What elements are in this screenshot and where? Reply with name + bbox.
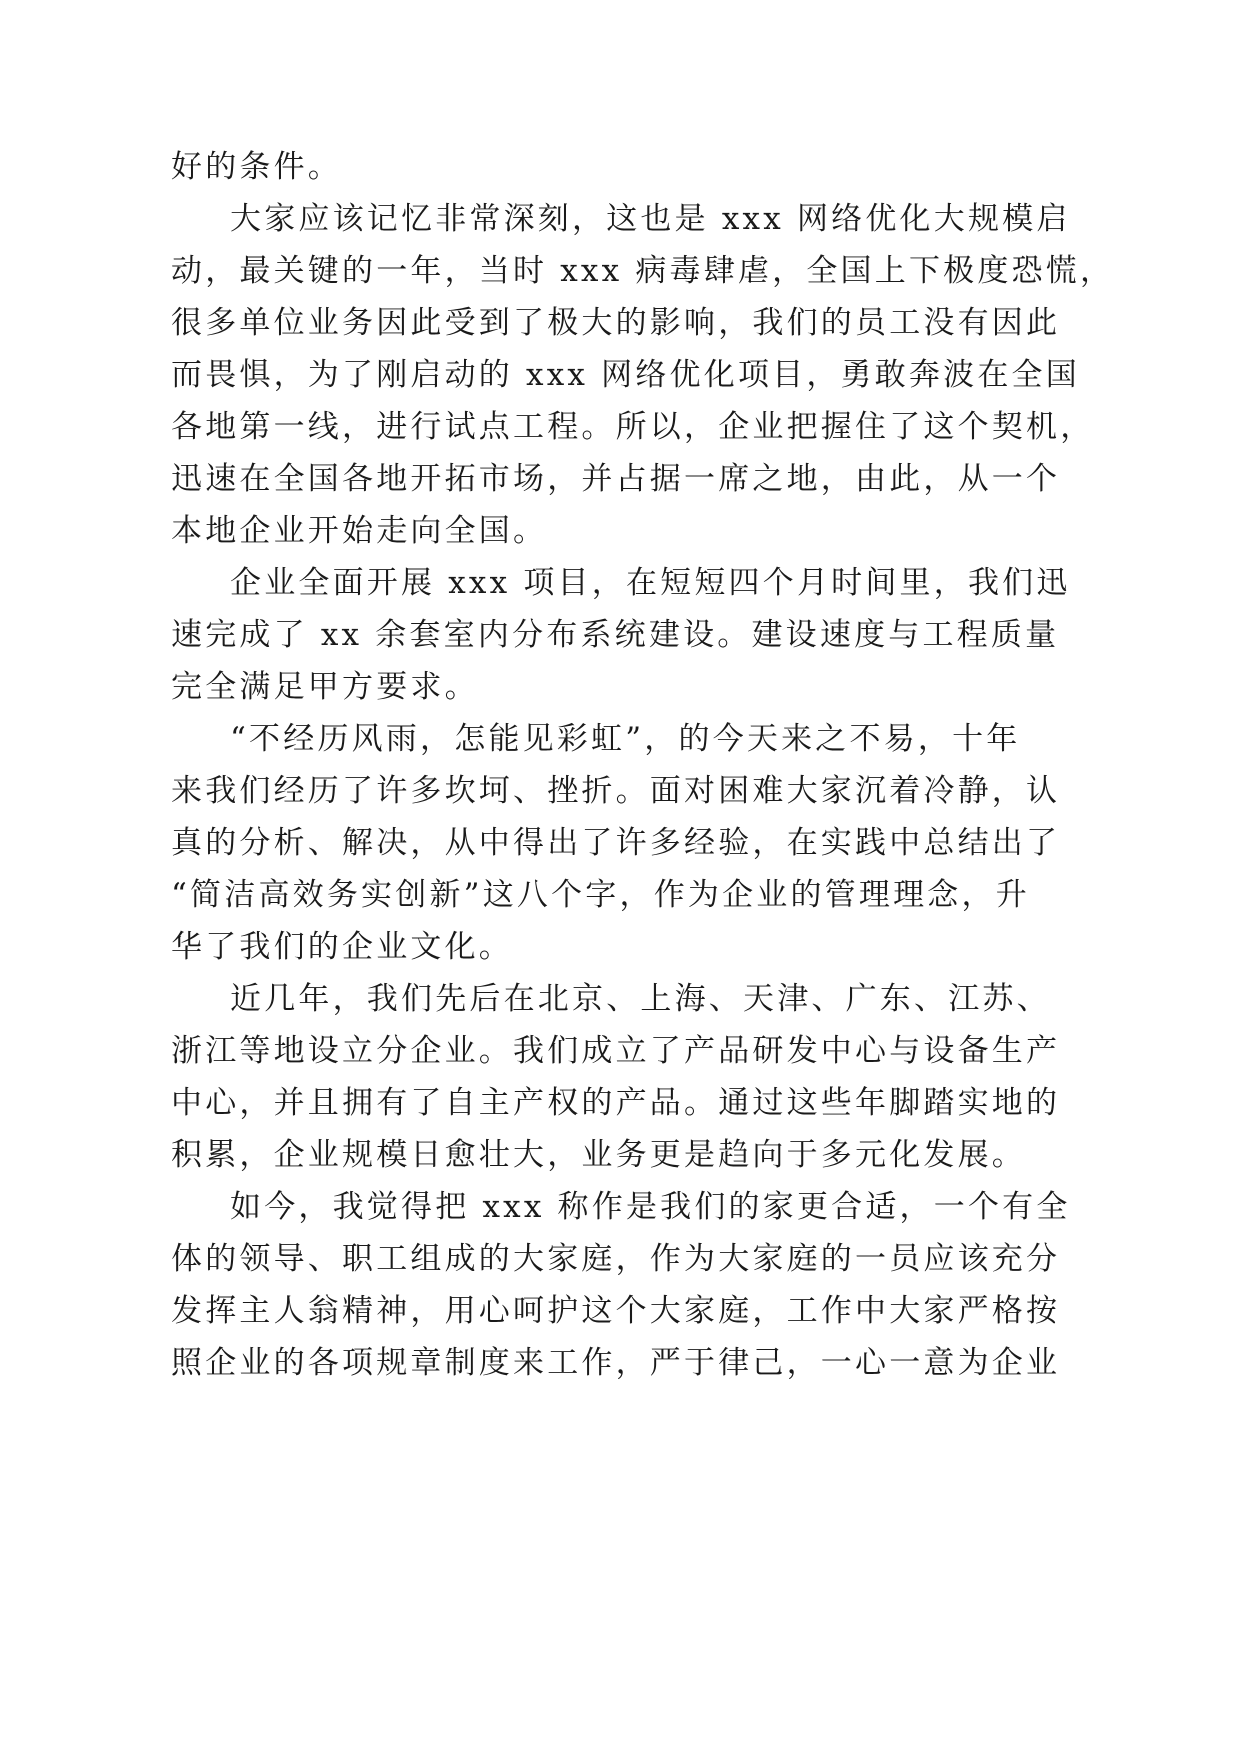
text-line: “不经历风雨，怎能见彩虹”，的今天来之不易，十年 bbox=[230, 721, 1021, 757]
text-line: 各地第一线，进行试点工程。所以，企业把握住了这个契机， bbox=[171, 409, 1095, 445]
text-line: “简洁高效务实创新”这八个字，作为企业的管理理念，升 bbox=[171, 877, 1030, 913]
text-line: 积累，企业规模日愈壮大，业务更是趋向于多元化发展。 bbox=[171, 1137, 1026, 1173]
text-line: 而畏惧，为了刚启动的 xxx 网络优化项目，勇敢奔波在全国 bbox=[171, 357, 1080, 393]
text-line: 速完成了 xx 余套室内分布系统建设。建设速度与工程质量 bbox=[171, 617, 1060, 653]
text-line: 如今，我觉得把 xxx 称作是我们的家更合适，一个有全 bbox=[230, 1189, 1071, 1225]
text-line: 中心，并且拥有了自主产权的产品。通过这些年脚踏实地的 bbox=[171, 1085, 1061, 1121]
text-line: 完全满足甲方要求。 bbox=[171, 669, 479, 705]
text-line: 很多单位业务因此受到了极大的影响，我们的员工没有因此 bbox=[171, 305, 1061, 341]
text-line: 迅速在全国各地开拓市场，并占据一席之地，由此，从一个 bbox=[171, 461, 1061, 497]
text-line: 本地企业开始走向全国。 bbox=[171, 513, 548, 549]
text-line: 好的条件。 bbox=[171, 149, 342, 185]
text-line: 来我们经历了许多坎坷、挫折。面对困难大家沉着冷静，认 bbox=[171, 773, 1061, 809]
text-line: 近几年，我们先后在北京、上海、天津、广东、江苏、 bbox=[230, 981, 1051, 1017]
text-line: 动，最关键的一年，当时 xxx 病毒肆虐，全国上下极度恐慌， bbox=[171, 253, 1115, 289]
text-line: 发挥主人翁精神，用心呵护这个大家庭，工作中大家严格按 bbox=[171, 1293, 1061, 1329]
text-line: 大家应该记忆非常深刻，这也是 xxx 网络优化大规模启 bbox=[230, 201, 1071, 237]
text-line: 真的分析、解决，从中得出了许多经验，在实践中总结出了 bbox=[171, 825, 1061, 861]
text-line: 华了我们的企业文化。 bbox=[171, 929, 513, 965]
text-line: 照企业的各项规章制度来工作，严于律己，一心一意为企业 bbox=[171, 1345, 1061, 1381]
text-line: 体的领导、职工组成的大家庭，作为大家庭的一员应该充分 bbox=[171, 1241, 1061, 1277]
text-line: 浙江等地设立分企业。我们成立了产品研发中心与设备生产 bbox=[171, 1033, 1061, 1069]
text-line: 企业全面开展 xxx 项目，在短短四个月时间里，我们迅 bbox=[230, 565, 1071, 601]
